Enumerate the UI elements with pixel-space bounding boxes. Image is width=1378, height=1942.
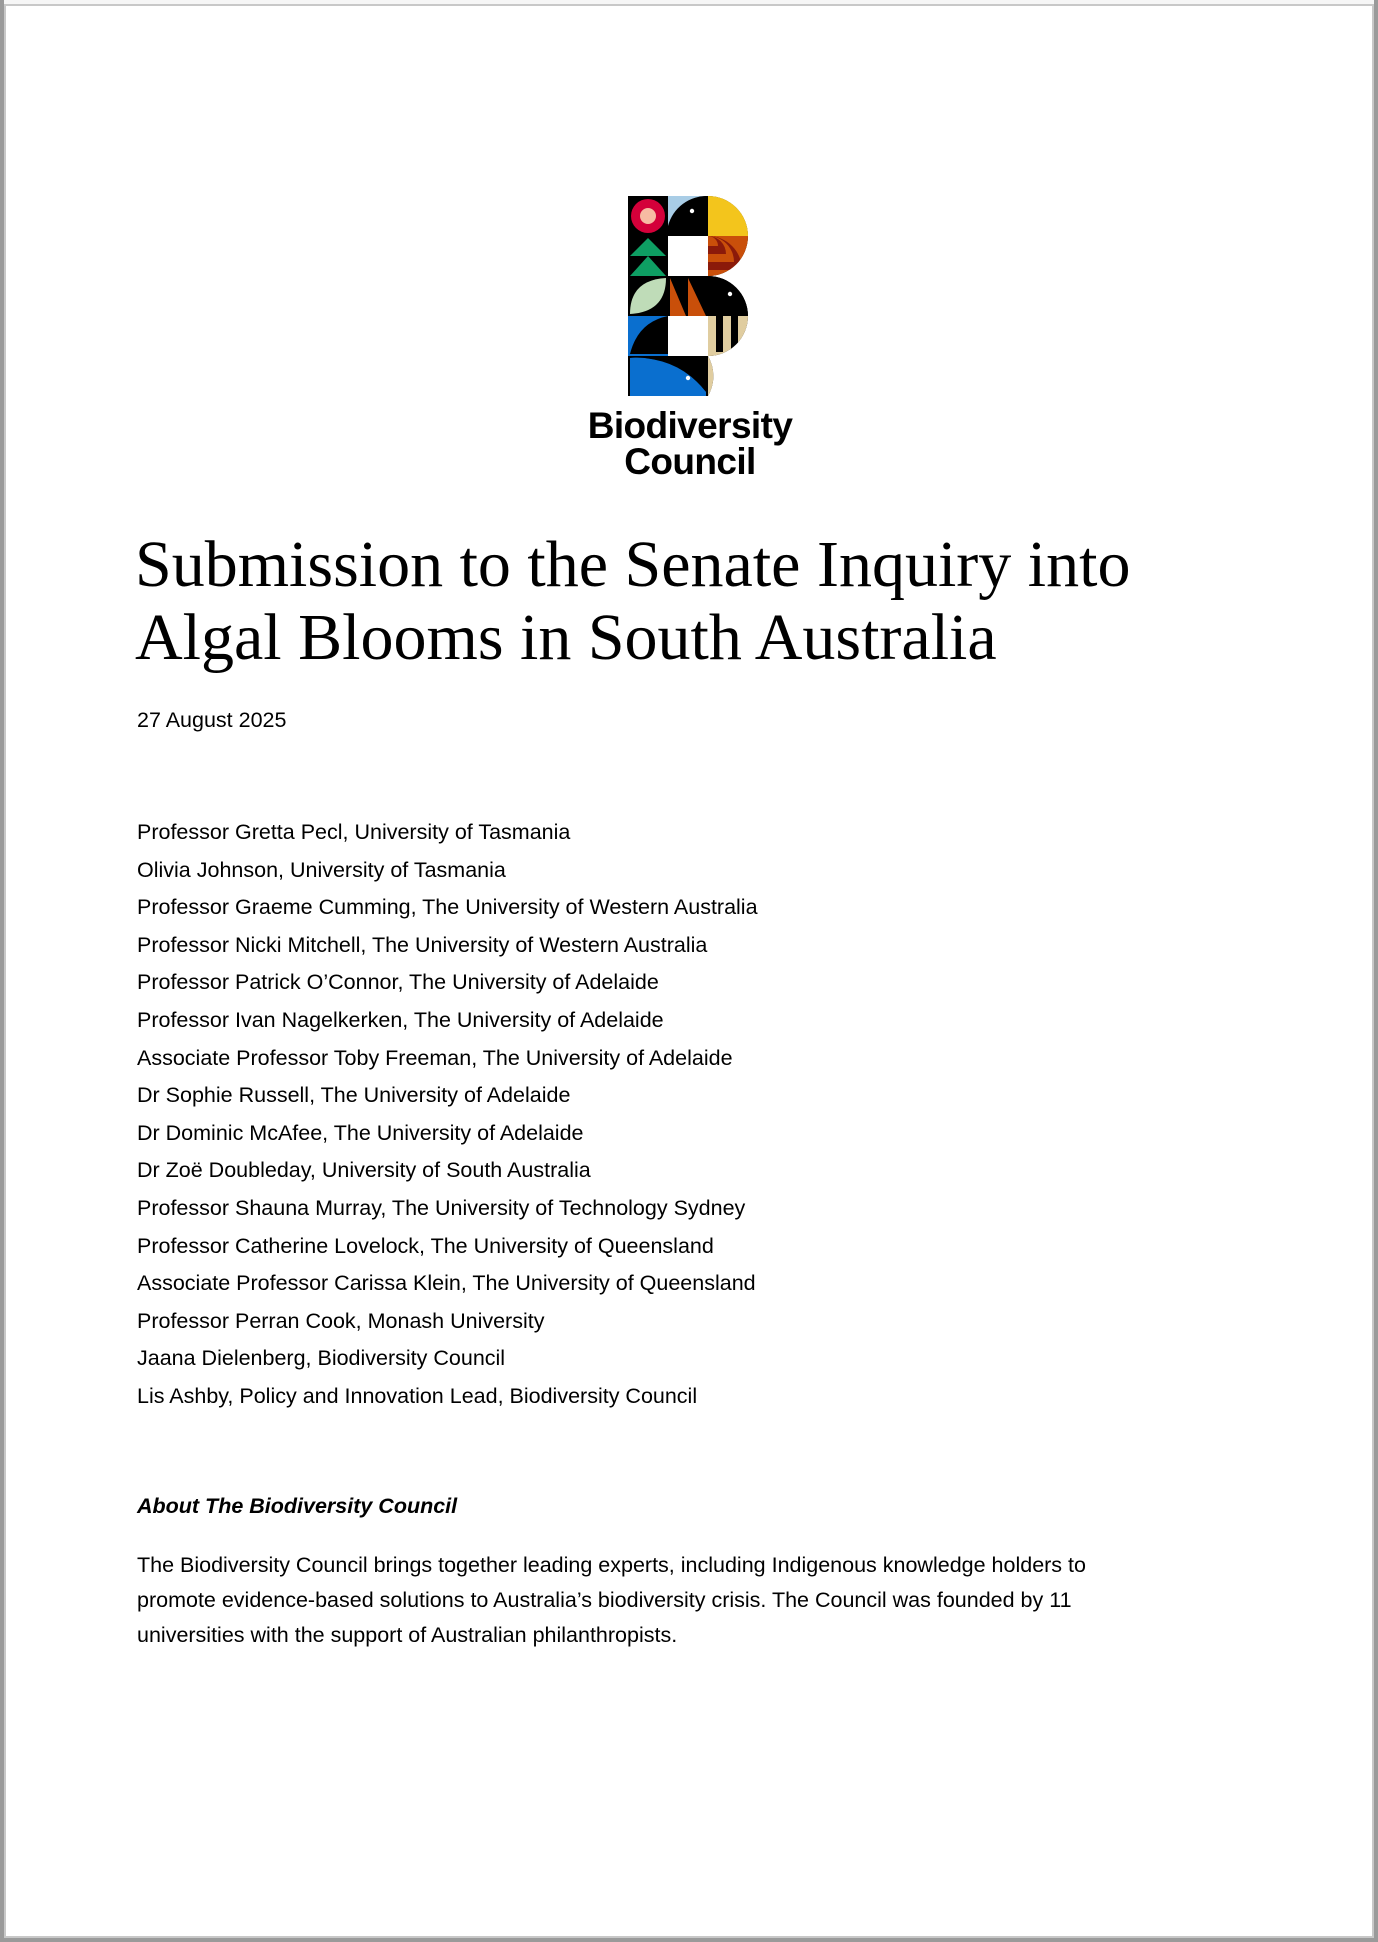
author-item: Professor Shauna Murray, The University of Technology Sydney [137,1195,746,1220]
author-item: Associate Professor Toby Freeman, The University of Adelaide [137,1045,733,1070]
about-line: promote evidence-based solutions to Australia’s biodiversity crisis. The Council was founded by 11 [137,1588,1072,1612]
logo-wordmark [560,405,820,482]
author-list [137,814,758,1416]
page-frame-right [1374,0,1378,1942]
about-line: The Biodiversity Council brings together leading experts, including Indigenous knowledge holders to [137,1553,1086,1577]
page-frame-bottom [0,1938,1378,1942]
author-item: Professor Perran Cook, Monash University [137,1308,545,1333]
author-item: Olivia Johnson, University of Tasmania [137,857,506,882]
author-item: Professor Nicki Mitchell, The University of Western Australia [137,932,708,957]
author-item: Professor Graeme Cumming, The University of Western Australia [137,895,758,920]
title-line-1: Submission to the Senate Inquiry into [135,528,1131,601]
author-item: Lis Ashby, Policy and Innovation Lead, Biodiversity Council [137,1383,698,1408]
page-frame-bottom-inner [4,1936,1374,1938]
author-item: Professor Ivan Nagelkerken, The University of Adelaide [137,1007,664,1032]
wordmark-line-1: Biodiversity [587,405,793,446]
author-item: Associate Professor Carissa Klein, The University of Queensland [137,1271,756,1296]
page-frame-left-inner [4,4,6,1938]
document-title [135,528,1275,674]
wordmark-line-2: Council [624,441,756,482]
page-frame-right-inner [1372,4,1374,1938]
document-date: 27 August 2025 [137,708,287,732]
author-item: Jaana Dielenberg, Biodiversity Council [137,1346,506,1371]
about-heading: About The Biodiversity Council [137,1494,458,1518]
author-item: Dr Sophie Russell, The University of Adelaide [137,1083,571,1108]
about-paragraph [137,1548,1086,1653]
about-line: universities with the support of Australian philanthropists. [137,1623,678,1647]
author-item: Professor Patrick O’Connor, The University of Adelaide [137,970,659,995]
author-item: Professor Catherine Lovelock, The University of Queensland [137,1233,714,1258]
author-item: Dr Dominic McAfee, The University of Adelaide [137,1120,584,1145]
page-frame-top-inner [4,4,1374,6]
b-mosaic-icon [628,196,748,396]
author-item: Professor Gretta Pecl, University of Tasmania [137,820,571,844]
author-item: Dr Zoë Doubleday, University of South Australia [137,1158,591,1183]
biodiversity-council-logo [628,196,748,396]
title-line-2: Algal Blooms in South Australia [135,601,997,674]
